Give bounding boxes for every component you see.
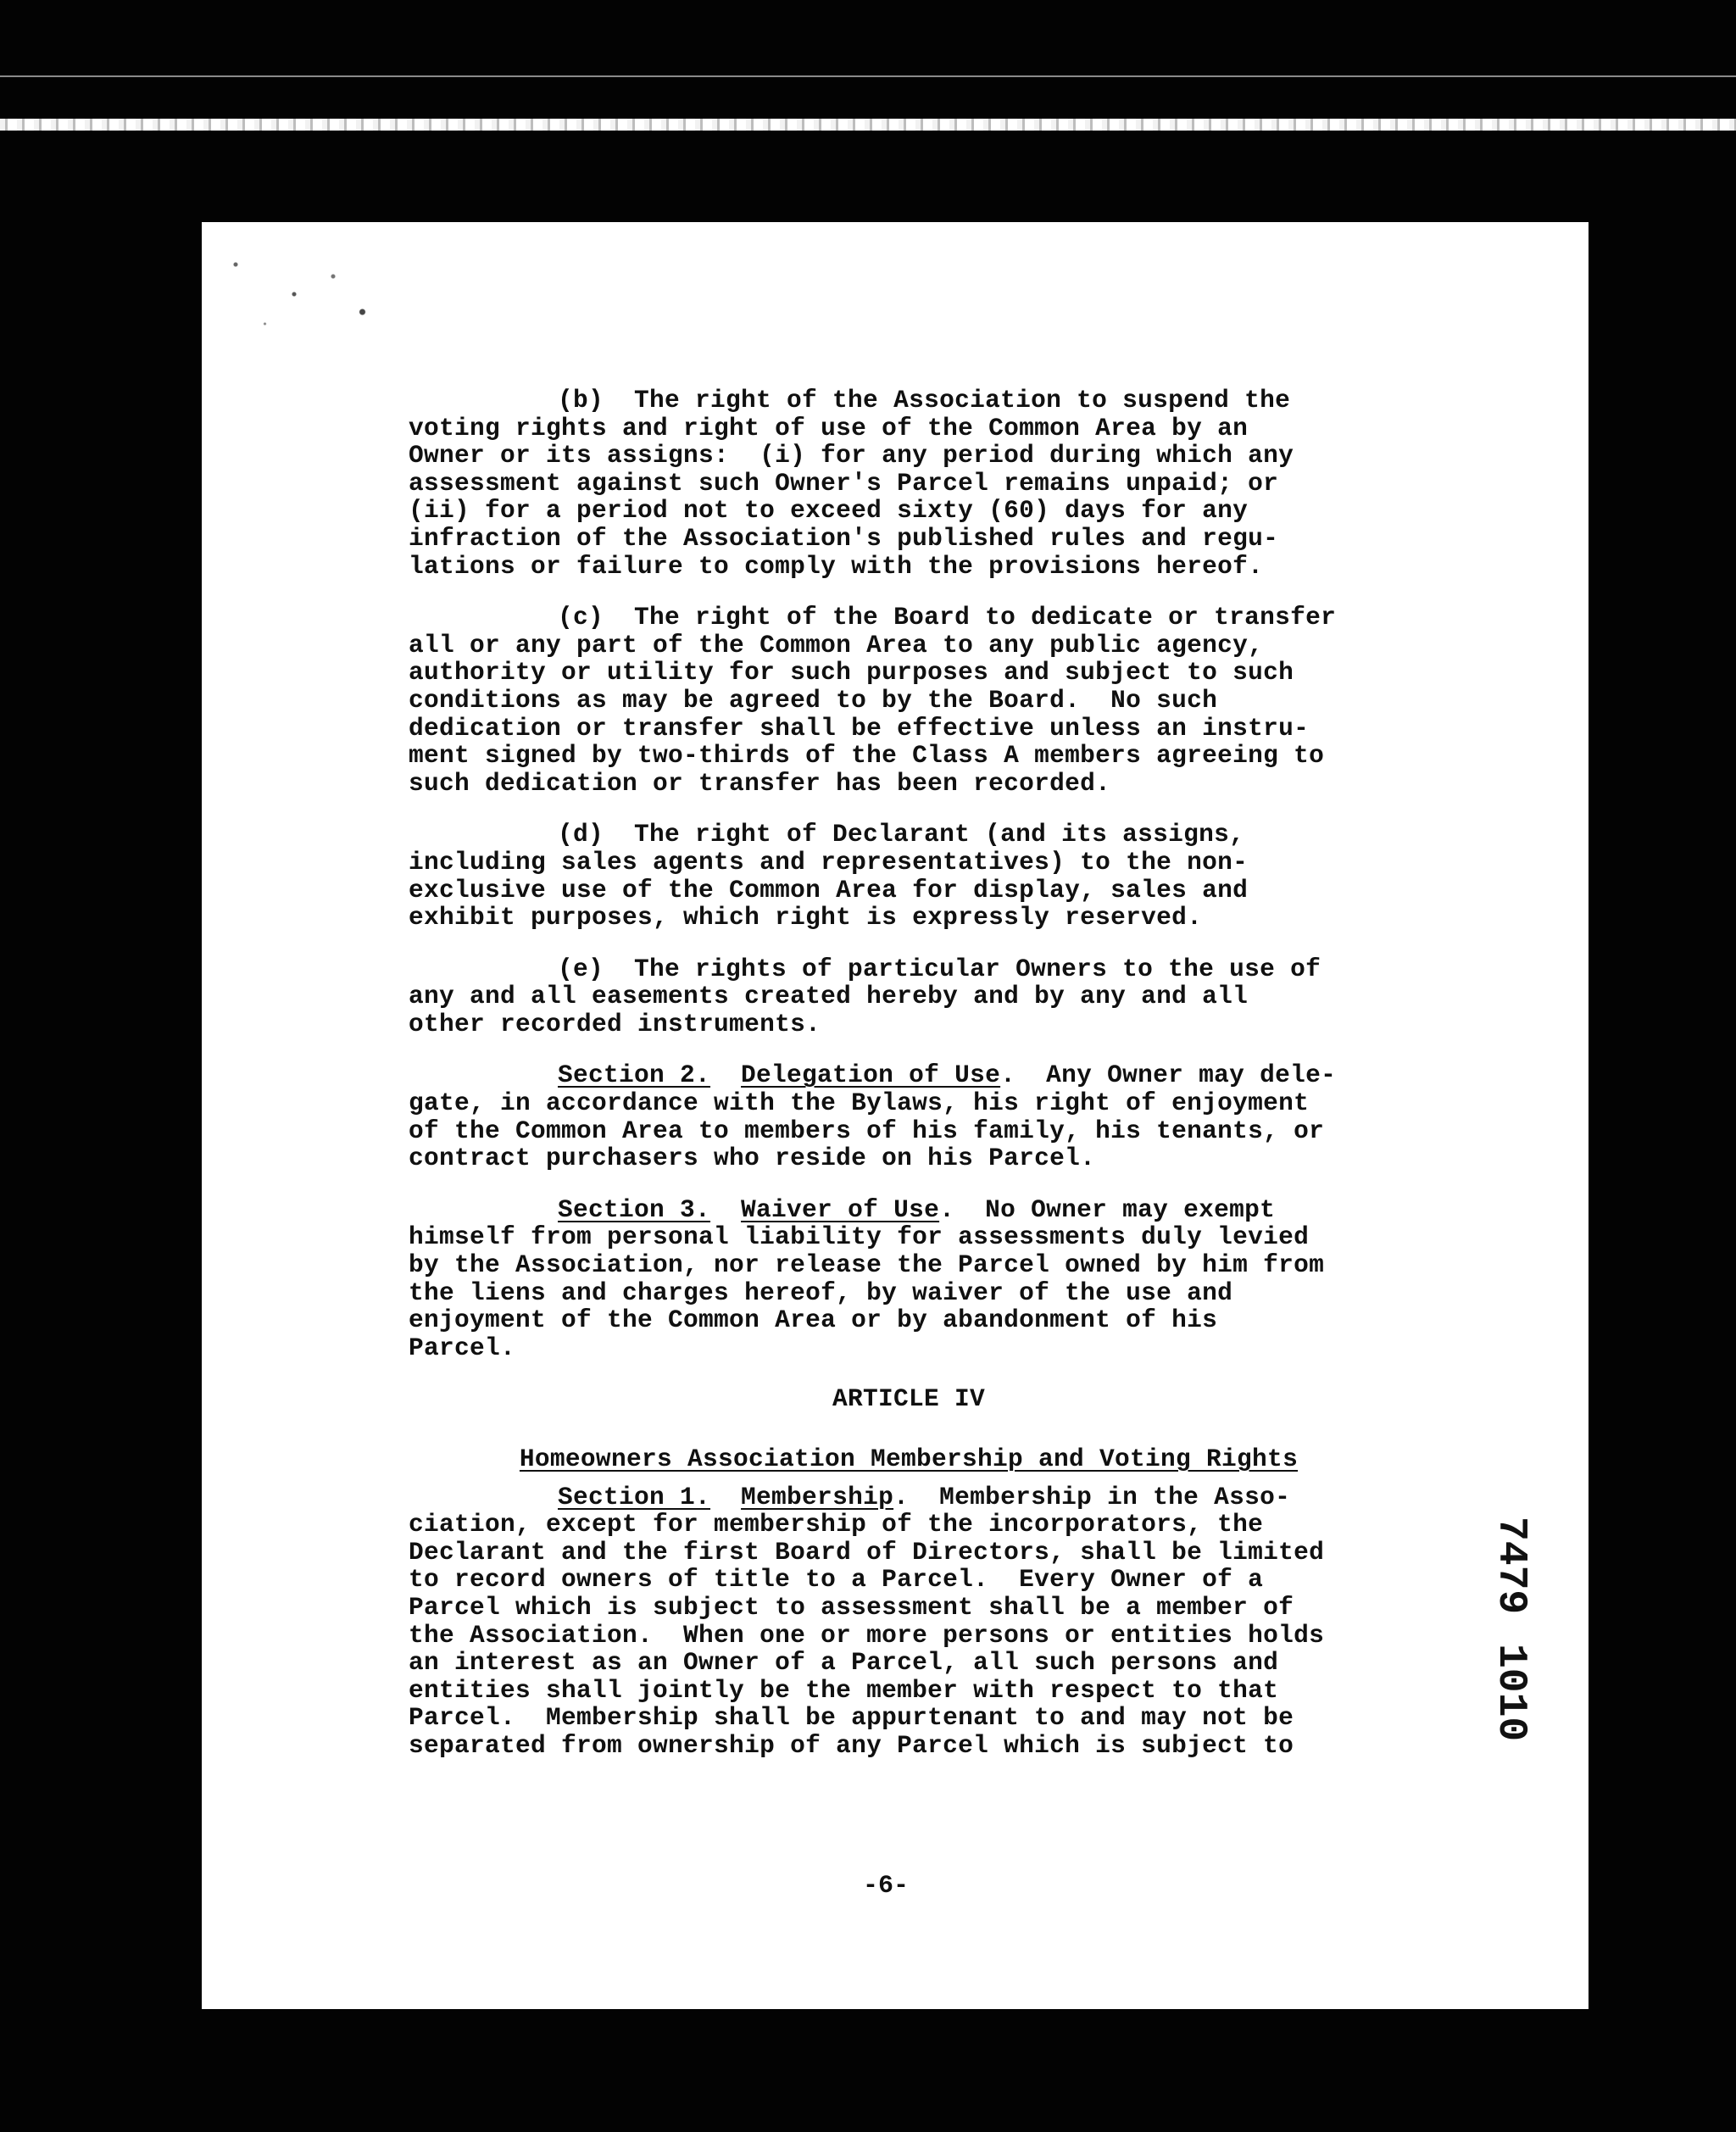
scan-noise-speckle — [197, 229, 392, 348]
paragraph-line: himself from personal liability for assessments duly levied — [409, 1222, 1310, 1252]
section-3 — [409, 1196, 1426, 1362]
paragraph-line: Parcel. — [409, 1333, 516, 1362]
paragraph-line: (e) The rights of particular Owners to the use of — [558, 954, 1321, 983]
paragraph-line: dedication or transfer shall be effective unless an instru- — [409, 713, 1310, 743]
paragraph-line: an interest as an Owner of a Parcel, all such persons and — [409, 1648, 1279, 1678]
section-2 — [409, 1061, 1426, 1172]
paragraph-line: conditions as may be agreed to by the Board. No such — [409, 685, 1218, 715]
section-3-first-line — [409, 1196, 1426, 1224]
section-2-label: Section 2. — [558, 1060, 711, 1090]
paragraph-b — [409, 387, 1426, 580]
paragraph-line: Parcel. Membership shall be appurtenant to and may not be — [409, 1703, 1294, 1733]
section-1-label: Section 1. — [558, 1482, 711, 1511]
section-2-title: Delegation of Use — [741, 1060, 1001, 1090]
paragraph-line: including sales agents and representatives) to the non- — [409, 847, 1249, 877]
section-2-first-line-rest: . Any Owner may dele- — [1000, 1060, 1337, 1090]
document-body — [409, 387, 1426, 1784]
paragraph-line: contract purchasers who reside on his Parcel. — [409, 1144, 1096, 1173]
article-heading — [409, 1445, 1409, 1473]
paragraph-line: Parcel which is subject to assessment shall be a member of — [409, 1592, 1294, 1622]
section-2-first-line — [409, 1061, 1426, 1089]
section-1-first-line — [409, 1483, 1426, 1511]
paragraph-line: exhibit purposes, which right is expressly reserved. — [409, 903, 1203, 932]
scan-edge-line — [0, 75, 1736, 77]
paragraph-c — [409, 604, 1426, 797]
paragraph-line: to record owners of title to a Parcel. Every Owner of a — [409, 1565, 1264, 1595]
paragraph-line: of the Common Area to members of his family, his tenants, or — [409, 1116, 1325, 1145]
paragraph-line: ciation, except for membership of the incorporators, the — [409, 1510, 1264, 1539]
page-number: -6- — [863, 1872, 910, 1901]
section-3-first-line-rest: . No Owner may exempt — [939, 1194, 1276, 1224]
paragraph-line: enjoyment of the Common Area or by abandonment of his — [409, 1305, 1218, 1335]
scan-top-band — [0, 119, 1736, 131]
paragraph-line: (d) The right of Declarant (and its assigns, — [558, 820, 1245, 849]
paragraph-line: the Association. When one or more persons or entities holds — [409, 1620, 1325, 1650]
section-3-label: Section 3. — [558, 1194, 711, 1224]
paragraph-line: (ii) for a period not to exceed sixty (60) days for any — [409, 496, 1249, 526]
paragraph-line: lations or failure to comply with the provisions hereof. — [409, 551, 1264, 581]
paragraph-d — [409, 821, 1426, 931]
paragraph-line: authority or utility for such purposes and subject to such — [409, 658, 1294, 687]
paragraph-line: other recorded instruments. — [409, 1009, 821, 1038]
paragraph-e — [409, 955, 1426, 1038]
margin-stamp — [1464, 1495, 1533, 1742]
paragraph-line: assessment against such Owner's Parcel remains unpaid; or — [409, 468, 1279, 498]
paragraph-line: separated from ownership of any Parcel which is subject to — [409, 1730, 1294, 1760]
stamp-number-top: 7479 — [1488, 1517, 1533, 1615]
paragraph-line: by the Association, nor release the Parcel owned by him from — [409, 1250, 1325, 1280]
paragraph-line: such dedication or transfer has been recorded. — [409, 768, 1111, 798]
paragraph-line: exclusive use of the Common Area for display, sales and — [409, 875, 1249, 905]
paragraph-line: all or any part of the Common Area to any public agency, — [409, 630, 1264, 660]
section-1 — [409, 1483, 1426, 1760]
paragraph-line: gate, in accordance with the Bylaws, his right of enjoyment — [409, 1088, 1310, 1118]
paragraph-line: voting rights and right of use of the Common Area by an — [409, 413, 1249, 443]
paragraph-line: infraction of the Association's published rules and regu- — [409, 523, 1279, 553]
section-1-title: Membership — [741, 1482, 894, 1511]
article-heading-text: Homeowners Association Membership and Voting Rights — [519, 1445, 1299, 1473]
paragraph-line: (b) The right of the Association to suspend the — [558, 386, 1291, 415]
paragraph-line: (c) The right of the Board to dedicate or transfer — [558, 603, 1337, 632]
paragraph-line: any and all easements created hereby and by any and all — [409, 982, 1249, 1011]
paragraph-line: the liens and charges hereof, by waiver of the use and — [409, 1278, 1233, 1307]
paragraph-line: Declarant and the first Board of Directors, shall be limited — [409, 1537, 1325, 1567]
section-3-title: Waiver of Use — [741, 1194, 940, 1224]
section-1-first-line-rest: . Membership in the Asso- — [893, 1482, 1291, 1511]
paragraph-line: entities shall jointly be the member with respect to that — [409, 1675, 1279, 1705]
paragraph-line: Owner or its assigns: (i) for any period during which any — [409, 441, 1294, 470]
article-title: ARTICLE IV — [832, 1384, 986, 1414]
paragraph-line: ment signed by two-thirds of the Class A members agreeing to — [409, 741, 1325, 771]
stamp-number-bottom: 1010 — [1488, 1644, 1533, 1742]
